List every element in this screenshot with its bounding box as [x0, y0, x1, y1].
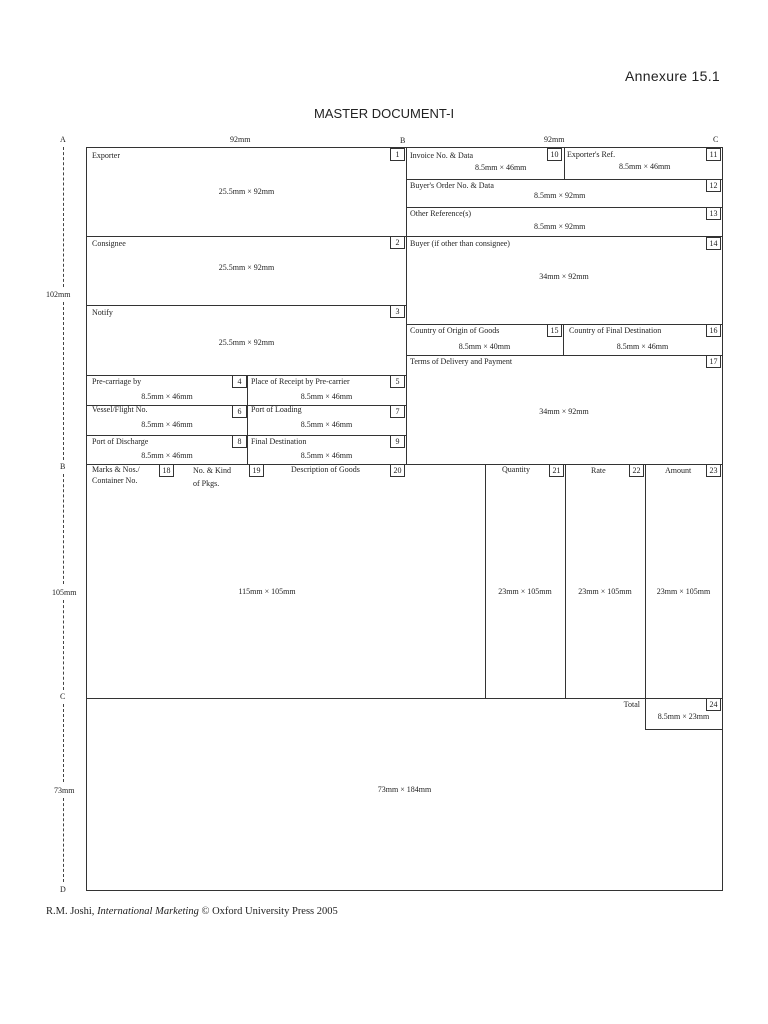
port-discharge-size: 8.5mm × 46mm: [141, 451, 193, 460]
field-number-1: 1: [390, 148, 405, 161]
country-origin-size: 8.5mm × 40mm: [458, 342, 511, 351]
place-receipt-label: Place of Receipt by Pre-carrier: [251, 377, 350, 386]
final-destination-label: Final Destination: [251, 437, 307, 446]
field-number-12: 12: [706, 179, 721, 192]
ruler-dash-4: [63, 600, 64, 690]
field-number-24: 24: [706, 698, 721, 711]
field-number-18: 18: [159, 464, 174, 477]
ruler-a-top: A: [60, 135, 66, 144]
line-otherref-bottom: [406, 236, 722, 237]
exporter-label: Exporter: [92, 151, 120, 160]
buyer-order-label: Buyer's Order No. & Data: [410, 181, 494, 190]
line-consignee-bottom: [87, 305, 406, 306]
port-loading-label: Port of Loading: [251, 405, 302, 414]
split-qty: [485, 464, 486, 698]
bottom-size: 73mm × 184mm: [377, 785, 432, 794]
ruler-102mm: 102mm: [46, 290, 71, 299]
field-number-4: 4: [232, 375, 247, 388]
exporter-ref-label: Exporter's Ref.: [567, 150, 616, 159]
rate-label: Rate: [591, 466, 606, 475]
total-size: 8.5mm × 23mm: [657, 712, 710, 721]
quantity-label: Quantity: [502, 465, 530, 474]
line-buyer-bottom: [406, 324, 722, 325]
field-number-13: 13: [706, 207, 721, 220]
field-number-21: 21: [549, 464, 564, 477]
footer-author: R.M. Joshi,: [46, 906, 98, 917]
ruler-dash-3: [63, 474, 64, 584]
ruler-105mm: 105mm: [52, 588, 77, 597]
final-destination-size: 8.5mm × 46mm: [300, 451, 353, 460]
line-order-bottom: [406, 207, 722, 208]
line-invoice-bottom: [406, 179, 722, 180]
ruler-73mm: 73mm: [54, 786, 75, 795]
split-rate: [565, 464, 566, 698]
ruler-d-side: D: [60, 885, 66, 894]
ruler-dash-2: [63, 302, 64, 460]
annexure-label: Annexure 15.1: [625, 68, 720, 84]
place-receipt-size: 8.5mm × 46mm: [300, 392, 353, 401]
split-invoice: [564, 148, 565, 179]
field-number-5: 5: [390, 375, 405, 388]
page-title: MASTER DOCUMENT-I: [313, 106, 455, 121]
field-number-15: 15: [547, 324, 562, 337]
field-number-2: 2: [390, 236, 405, 249]
amount-size: 23mm × 105mm: [656, 587, 711, 596]
country-origin-label: Country of Origin of Goods: [410, 326, 500, 335]
line-country-bottom: [406, 355, 722, 356]
kind-pkgs-label-1: No. & Kind: [193, 466, 231, 475]
line-total-bottom: [645, 729, 722, 730]
description-label: Description of Goods: [291, 465, 360, 474]
field-number-17: 17: [706, 355, 721, 368]
field-number-16: 16: [706, 324, 721, 337]
buyer-order-size: 8.5mm × 92mm: [534, 191, 586, 200]
ruler-dash-1: [63, 147, 64, 287]
field-number-14: 14: [706, 237, 721, 250]
country-dest-label: Country of Final Destination: [569, 326, 662, 335]
amount-label: Amount: [665, 466, 692, 475]
ruler-dash-5: [63, 704, 64, 782]
pre-carriage-label: Pre-carriage by: [92, 377, 142, 386]
line-exporter-bottom: [87, 236, 406, 237]
field-number-8: 8: [232, 435, 247, 448]
field-number-22: 22: [629, 464, 644, 477]
rate-size: 23mm × 105mm: [578, 587, 632, 596]
ruler-b-top: B: [400, 136, 406, 145]
port-loading-size: 8.5mm × 46mm: [300, 420, 353, 429]
footer-book-title: International Marketing: [97, 906, 199, 917]
ruler-right-width: 92mm: [544, 135, 565, 144]
ruler-c-top: C: [713, 135, 719, 144]
field-number-23: 23: [706, 464, 721, 477]
footer-citation: [46, 906, 338, 917]
invoice-label: Invoice No. & Data: [410, 151, 474, 160]
notify-label: Notify: [92, 308, 113, 317]
field-number-6: 6: [232, 405, 247, 418]
vessel-size: 8.5mm × 46mm: [141, 420, 193, 429]
field-number-11: 11: [706, 148, 721, 161]
consignee-label: Consignee: [92, 239, 126, 248]
marks-label-2: Container No.: [92, 476, 138, 485]
field-number-19: 19: [249, 464, 264, 477]
master-document-form: [86, 147, 723, 891]
consignee-size: 25.5mm × 92mm: [218, 263, 275, 272]
pre-carriage-size: 8.5mm × 46mm: [141, 392, 193, 401]
ruler-b-side: B: [60, 462, 66, 471]
field-number-3: 3: [390, 305, 405, 318]
field-number-20: 20: [390, 464, 405, 477]
field-number-10: 10: [547, 148, 562, 161]
field-number-9: 9: [390, 435, 405, 448]
notify-size: 25.5mm × 92mm: [218, 338, 275, 347]
ruler-left-width: 92mm: [230, 135, 251, 144]
line-goods-bottom: [87, 698, 722, 699]
ruler-dash-6: [63, 798, 64, 882]
terms-label: Terms of Delivery and Payment: [410, 357, 513, 366]
description-size: 115mm × 105mm: [238, 587, 296, 596]
exporter-ref-size: 8.5mm × 46mm: [619, 162, 671, 171]
other-ref-label: Other Reference(s): [410, 209, 472, 218]
country-dest-size: 8.5mm × 46mm: [616, 342, 669, 351]
ruler-c-side: C: [60, 692, 66, 701]
marks-label-1: Marks & Nos./: [92, 465, 140, 474]
port-discharge-label: Port of Discharge: [92, 437, 149, 446]
buyer-size: 34mm × 92mm: [539, 272, 589, 281]
other-ref-size: 8.5mm × 92mm: [534, 222, 586, 231]
exporter-size: 25.5mm × 92mm: [218, 187, 275, 196]
vessel-label: Vessel/Flight No.: [92, 405, 148, 414]
kind-pkgs-label-2: of Pkgs.: [193, 479, 220, 488]
quantity-size: 23mm × 105mm: [498, 587, 552, 596]
invoice-size: 8.5mm × 46mm: [475, 163, 527, 172]
footer-publisher: © Oxford University Press 2005: [198, 906, 338, 917]
total-label: Total: [623, 700, 640, 709]
field-number-7: 7: [390, 405, 405, 418]
terms-size: 34mm × 92mm: [539, 407, 589, 416]
buyer-label: Buyer (if other than consignee): [410, 239, 510, 248]
